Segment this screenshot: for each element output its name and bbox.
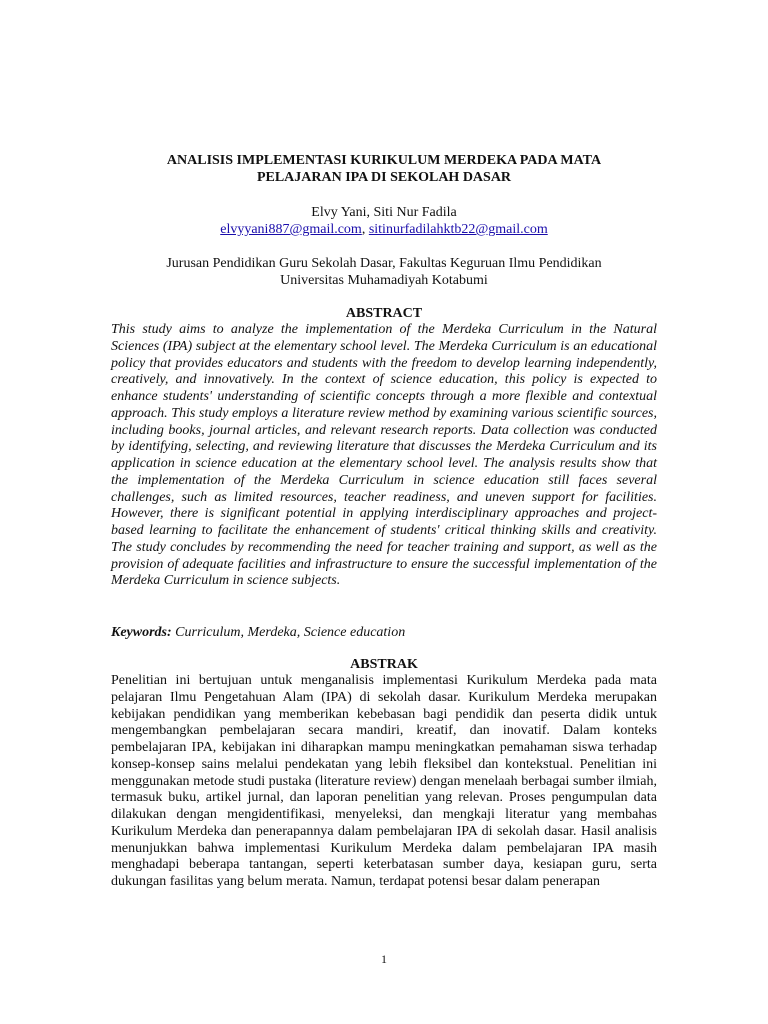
page-number: 1 [381, 952, 387, 966]
abstrak-text: Penelitian ini bertujuan untuk menganalisis implementasi Kurikulum Merdeka pada mata pelajaran Ilmu Pengetahuan Alam (IPA) di sekolah dasar. Kurikulum Merdeka merupakan kebijakan pendidikan yang memberikan kebebasan bagi pendidik dan peserta didik untuk mengembangkan pembelajaran secara mandiri, kreatif, dan inovatif. Dalam konteks pembelajaran IPA, kebijakan ini diharapkan mampu meningkatkan pemahaman siswa terhadap konsep-konsep sains melalui pendekatan yang lebih fleksibel dan kontekstual. Penelitian ini menggunakan metode studi pustaka (literature review) dengan menelaah berbagai sumber ilmiah, termasuk buku, artikel jurnal, dan laporan penelitian yang relevan. Proses pengumpulan data dilakukan dengan mengidentifikasi, menyeleksi, dan mengkaji literatur yang membahas Kurikulum Merdeka dan penerapannya dalam pembelajaran IPA di sekolah dasar. Hasil analisis menunjukkan bahwa implementasi Kurikulum Merdeka dalam pembelajaran IPA masih menghadapi beberapa tantangan, seperti keterbatasan sumber daya, kesiapan guru, serta dukungan fasilitas yang belum merata. Namun, terdapat potensi besar dalam penerapan [111, 673, 657, 889]
email-separator: , [361, 222, 369, 237]
keywords [111, 624, 657, 641]
title-line-2: PELAJARAN IPA DI SEKOLAH DASAR [256, 170, 512, 185]
affiliation-line-1: Jurusan Pendidikan Guru Sekolah Dasar, Fakultas Keguruan Ilmu Pendidikan [166, 256, 602, 271]
title-line-1: ANALISIS IMPLEMENTASI KURIKULUM MERDEKA PADA MATA [166, 153, 602, 168]
abstract-text: This study aims to analyze the implementation of the Merdeka Curriculum in the Natural Sciences (IPA) subject at the elementary school level. The Merdeka Curriculum is an educational policy that provides educators and students with the freedom to develop learning independently, creatively, and innovatively. In the context of science education, this policy is expected to enhance students' understanding of scientific concepts through a more flexible and contextual approach. This study employs a literature review method by examining various scientific sources, including books, journal articles, and relevant research reports. Data collection was conducted by identifying, selecting, and reviewing literature that discusses the Merdeka Curriculum and its application in science education at the elementary school level. The analysis results show that the implementation of the Merdeka Curriculum in science education still faces several challenges, such as limited resources, teacher readiness, and uneven support for facilities. However, there is significant potential in applying interdisciplinary approaches and project-based learning to facilitate the enhancement of students' critical thinking skills and creativity. The study concludes by recommending the need for teacher training and support, as well as the provision of adequate facilities and infrastructure to ensure the successful implementation of the Merdeka Curriculum in science subjects. [111, 322, 657, 589]
paper-title [111, 152, 657, 186]
affiliation-line-2: Universitas Muhamadiyah Kotabumi [280, 273, 488, 288]
abstrak-heading: ABSTRAK [350, 657, 418, 672]
keywords-list: Curriculum, Merdeka, Science education [171, 625, 406, 640]
author-names: Elvy Yani, Siti Nur Fadila [311, 205, 457, 220]
email-link-2[interactable]: sitinurfadilahktb22@gmail.com [368, 222, 548, 237]
author-emails [111, 221, 657, 238]
email-link-1[interactable]: elvyyani887@gmail.com [220, 222, 362, 237]
keywords-label: Keywords: [111, 625, 172, 640]
affiliation [111, 255, 657, 289]
abstract-heading: ABSTRACT [345, 306, 423, 321]
